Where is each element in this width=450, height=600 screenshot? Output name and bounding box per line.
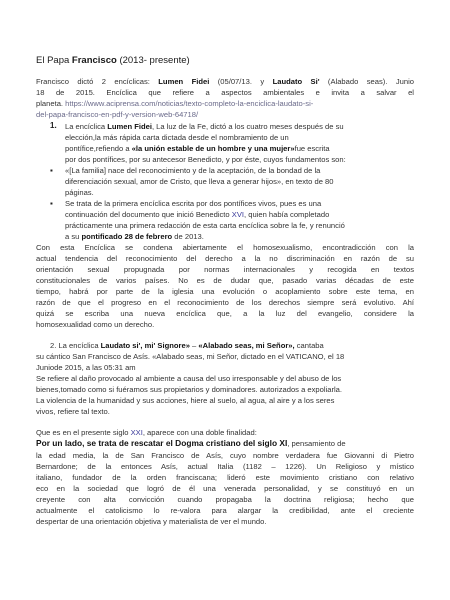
source-link-continued[interactable]: del-papa-francisco-en-pdf-y-version-web-64718/ [36, 110, 199, 119]
bullet-2-line-1: Se trata de la primera encíclica escrita por dos pontífices vivos, pues es una [65, 199, 322, 208]
bullet-2-marker: ▪ [50, 199, 53, 208]
intro-line-2: 18 de 2015. Encíclica que refiere a aspectos ambientales e invita a salvar el [36, 88, 414, 97]
para-3-line-2: Por un lado, se trata de rescatar el Dogma cristiano del siglo XI, pensamiento de [36, 438, 346, 448]
bullet-1-line-2: diferenciación sexual, amor de Cristo, que lleva a generar hijos», en texto de 80 [65, 177, 334, 186]
para-3-line-1: Que es en el presente siglo XXI, aparece con una doble finalidad: [36, 428, 257, 437]
bullet-1-line-1: «[La familia] nace del reconocimiento y de la aceptación, de la bondad de la [65, 166, 321, 175]
para-2-line-1: Con esta Encíclica se condena abiertamente el homosexualismo, encontradicción con la [36, 243, 414, 252]
para-2-line-3: orientación sexual propugnada por normas internacionales y recogida en textos [36, 265, 414, 274]
item-1-line-3: pontífice,refiendo a «la unión estable de un hombre y una mujer»fue escrita [65, 144, 330, 153]
para-2-line-7: quizá se escriba una nueva encíclica que, a la luz del evangelio, considere la [36, 309, 414, 318]
item-2-line-4: Se refiere al daño provocado al ambiente a causa del uso irresponsable y del abuso de los [36, 374, 342, 383]
item-2-line-5: bienes,tomado como si fuéramos sus propietarios y dominadores. autorizados a expoliarla. [36, 385, 343, 394]
para-3-line-7: creyente con alta convicción cuando propagaba la doctrina religiosa; hecho que [36, 495, 414, 504]
para-2-line-8: homosexualidad como un derecho. [36, 320, 155, 329]
item-2-line-1: 2. La encíclica Laudato si', mi' Signore» – «Alabado seas, mi Señor», cantaba [50, 341, 324, 350]
item-1-line-1: La encíclica Lumen Fidei, La luz de la Fe, dictó a los cuatro meses después de su [65, 122, 344, 131]
item-1-line-2: elección,la más rápida carta dictada desde el nombramiento de un [65, 133, 289, 142]
para-2-line-2: actual tendencia del reconocimiento del derecho a la no discriminación en razón de su [36, 254, 414, 263]
para-2-line-4: constitucionales de varios países. No es de dudar que, pasado varias décadas de este [36, 276, 414, 285]
bullet-2-line-2: continuación del documento que inició Benedicto XVI, quien había completado [65, 210, 330, 219]
para-3-line-4: Bernardone; de la entonces Asís, actual Italia (1182 – 1226). Un Religioso y místico [36, 462, 414, 471]
item-2-line-7: vivos, refiere tal texto. [36, 407, 110, 416]
para-3-line-5: italiano, fundador de la orden franciscana; lideró este movimiento cristiano con relativo [36, 473, 414, 482]
source-link[interactable]: https://www.aciprensa.com/noticias/texto-completo-la-enciclica-laudato-si- [65, 99, 314, 108]
item-2-line-6: La violencia de la humanidad y sus acciones, hiere al suelo, al agua, al aire y a los seres [36, 396, 335, 405]
para-3-line-3: la edad media, la de San Francisco de Asís, cuyo nombre verdadera fue Giovanni di Pietro [36, 451, 414, 460]
bullet-1-line-3: páginas. [65, 188, 94, 197]
bullet-1-marker: ▪ [50, 166, 53, 175]
document-title: El Papa Francisco (2013- presente) [36, 55, 190, 66]
bullet-2-line-3: prácticamente una primera redacción de esta carta encíclica sobre la fe, y renunció [65, 221, 345, 230]
item-2-line-3: Juniode 2015, a las 05:31 am [36, 363, 136, 372]
para-3-line-9: despertar de una orientación objetiva y materialista de ver el mundo. [36, 517, 267, 526]
item-1-number: 1. [50, 121, 57, 130]
para-2-line-6: razón de que el progreso en el reconocimiento de los derechos siempre será evolutivo. Ahí [36, 298, 414, 307]
intro-line-3: planeta. https://www.aciprensa.com/noticias/texto-completo-la-enciclica-laudato-si- [36, 99, 314, 108]
title-francisco: Francisco [71, 55, 117, 66]
bullet-2-line-4: a su pontificado 28 de febrero de 2013. [65, 232, 204, 241]
para-3-line-8: actualmente el catolicismo lo re-valora para alargar la credibilidad, ante el creciente [36, 506, 414, 515]
para-3-line-6: eco en la sociedad que logró de él una venerada personalidad, y se constituyó en un [36, 484, 414, 493]
item-1-line-4: por dos pontífices, por su antecesor Benedicto, y por éste, cuyos fundamentos son: [65, 155, 346, 164]
item-2-line-2: su cántico San Francisco de Asís. «Alabado seas, mi Señor, dictado en el VATICANO, el 18 [36, 352, 345, 361]
para-2-line-5: tiempo, habrá por parte de la iglesia una evolución o acoplamiento sobre este tema, en [36, 287, 414, 296]
intro-line-1: Francisco dictó 2 encíclicas: Lumen Fidei (05/07/13. y Laudato Si' (Alabado seas). Junio [36, 77, 414, 86]
